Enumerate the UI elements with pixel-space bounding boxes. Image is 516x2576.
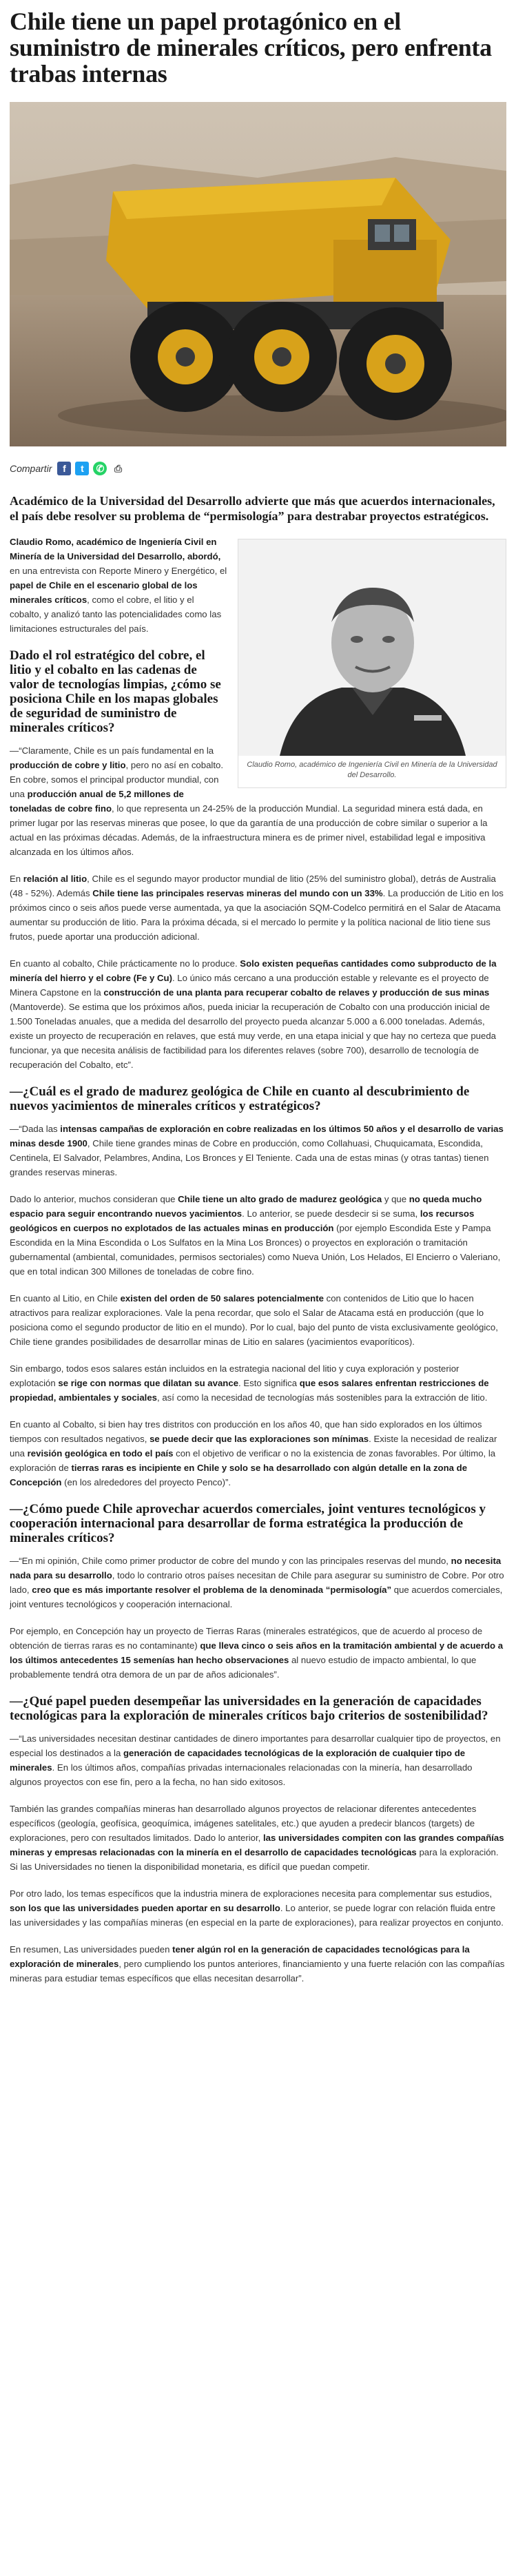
answer-4-paragraph-2 xyxy=(10,1802,506,1874)
answer-3-paragraph-1 xyxy=(10,1554,506,1611)
text-run: Por otro lado, los temas específicos que la industria minera de exploraciones necesita para complementar sus estudios, xyxy=(10,1888,493,1899)
text-run: Sin embargo, todos esos salares están incluidos en la estrategia nacional del litio y cuya exploración y posterior explotación xyxy=(10,1363,460,1388)
bold-text-run: papel de Chile en el escenario global de los minerales críticos xyxy=(10,580,198,605)
text-run: En cuanto al cobalto, Chile prácticamente no lo produce. xyxy=(10,958,240,969)
text-run: . Existe la necesidad de realizar una xyxy=(10,1434,497,1459)
answer-1-paragraph-3 xyxy=(10,956,506,1072)
question-3: —¿Cómo puede Chile aprovechar acuerdos comerciales, joint ventures tecnológicos y cooperación internacional para desarrollar de forma estratégica la producción de minerales críticos? xyxy=(10,1502,486,1545)
bold-text-run: los recursos geológicos en cuerpos no explotados de las actuales minas en producción xyxy=(10,1208,475,1233)
text-run: en una entrevista con Reporte Minero y Energético, el xyxy=(10,566,227,576)
bold-text-run: que esos salares enfrentan restricciones de propiedad, ambientales y sociales xyxy=(10,1378,489,1403)
text-run: , pero no así en cobalto. En cobre, somos el principal productor mundial, con una xyxy=(10,760,224,799)
article-lead: Académico de la Universidad del Desarrollo advierte que más que acuerdos internacionales, el país debe resolver su problema de “permisología” para destrabar proyectos estratégicos. xyxy=(10,494,495,523)
text-run: . Esto significa xyxy=(238,1378,300,1388)
whatsapp-icon[interactable]: ✆ xyxy=(93,462,107,475)
hero-image xyxy=(10,102,506,446)
bold-text-run: producción de cobre y litio xyxy=(10,760,126,770)
bold-text-run: son los que las universidades pueden aportar en su desarrollo xyxy=(10,1903,280,1913)
text-run: , Chile tiene grandes minas de Cobre en producción, como Collahuasi, Chuquicamata, Escondida, Centinela, El Salvador, Pelambres, Andina, Los Bronces y El Teniente. Cada una de estas minas (y otras tantas) tienen grandes reservas mineras. xyxy=(10,1138,489,1177)
bold-text-run: que lleva cinco o seis años en la tramitación ambiental y de acuerdo a los últimos antecedentes 15 semenías han hecho observaciones xyxy=(10,1640,504,1665)
bold-text-run: producción anual de 5,2 millones de toneladas de cobre fino xyxy=(10,789,184,814)
text-run: , pero cumpliendo los puntos anteriores, financiamiento y una fuerte relación con las compañías mineras para estudiar temas específicos que ellas necesitan desarrollar”. xyxy=(10,1959,505,1983)
bold-text-run: construcción de una planta para recuperar cobalto de relaves y producción de sus minas xyxy=(103,987,490,998)
bold-text-run: creo que es más importante resolver el problema de la denominada “permisología” xyxy=(32,1585,392,1595)
bold-text-run: relación al litio xyxy=(23,874,87,884)
bold-text-run: las universidades compiten con las grandes compañías mineras y empresas relacionadas con la minería en el desarrollo de capacidades tecnológicas xyxy=(10,1833,504,1857)
bold-text-run: generación de capacidades tecnológicas de la exploración de cualquier tipo de minerales xyxy=(10,1748,466,1773)
twitter-icon[interactable]: t xyxy=(75,462,89,475)
answer-2-paragraph-1 xyxy=(10,1122,506,1179)
text-run: para la exploración. Si las Universidades no tienen la disponibilidad monetaria, es difícil que puedan competir. xyxy=(10,1847,499,1872)
answer-2-paragraph-2 xyxy=(10,1192,506,1279)
text-run: (Mantoverde). Se estima que los próximos años, pueda iniciar la recuperación de Cobalto con una producción inicial de 1.500 Toneladas anuales, que a medida del desarrollo del proyecto pueda alcanzar 5.000 a 6.000 toneladas. Además, existe un proyecto de recuperación en relaves, que está muy verde, en una etapa inicial y que hay no certeza que pueda funcionar, ya que necesita análisis de factibilidad para los diferentes relaves (sobre 700), desarrollo de tecnología de recuperación del Cobalto, etc”. xyxy=(10,1002,496,1070)
text-run: También las grandes compañías mineras han desarrollado algunos proyectos de relacionar diferentes antecedentes específicos (geología, geofísica, geoquímica, imágenes satelitales, etc.) que ayuden a predecir blancos (targets) de exploraciones, pero con resultados limitados. Dado lo anterior, xyxy=(10,1804,477,1843)
text-run: que acuerdos comerciales, joint ventures tecnológicos y cooperación internacional. xyxy=(10,1585,503,1609)
text-run: Por ejemplo, en Concepción hay un proyecto de Tierras Raras (minerales estratégicos, que de acuerdo al proceso de obtención de tierras raras es no contaminante) xyxy=(10,1626,483,1651)
bold-text-run: tierras raras es incipiente en Chile y solo se ha desarrollado con algún detalle en la zona de Concepción xyxy=(10,1463,468,1487)
answer-2-paragraph-5 xyxy=(10,1417,506,1490)
text-run: —“En mi opinión, Chile como primer productor de cobre del mundo y con las principales reservas del mundo, xyxy=(10,1556,451,1566)
bold-text-run: intensas campañas de exploración en cobre realizadas en los últimos 50 años y el desarrollo de varias minas desde 1900 xyxy=(10,1124,504,1148)
share-label: Compartir xyxy=(10,463,52,474)
text-run: . La producción de Litio en los próximos cinco o seis años puede verse aumentada, ya que la asociación SQM-Codelco permitirá en el Salar de Atacama aumentar su producción de litio. Para la próxima década, si el mercado lo permite y la política nacional de litio tiene sus frutos, puede aportar una producción adicional. xyxy=(10,888,504,942)
question-4: —¿Qué papel pueden desempeñar las universidades en la generación de capacidades tecnológicas para la exploración de minerales críticos bajo criterios de sostenibilidad? xyxy=(10,1694,488,1723)
answer-4-paragraph-4 xyxy=(10,1942,506,1986)
text-run: , Chile es el segundo mayor productor mundial de litio (25% del suministro global), detrás de Australia (48 - 52%). Además xyxy=(10,874,496,898)
text-run: , así como la necesidad de tecnologías más sostenibles para la extracción de litio. xyxy=(157,1392,488,1403)
text-run: , lo que representa un 24-25% de la producción Mundial. La seguridad minera está dada, en primer lugar por las reservas mineras que posee, lo que da garantía de una producción de cobre similar o superior a la actual en las próximas décadas. Además, de la infraestructura minera es de primer nivel, estabilidad legal e impositiva alcanzada en los últimos años. xyxy=(10,803,488,857)
bold-text-run: tener algún rol en la generación de capacidades tecnológicas para la exploración de minerales xyxy=(10,1944,470,1969)
text-run: con contenidos de Litio que lo hacen atractivos para realizar exploraciones. Vale la pena recordar, que solo el Salar de Atacama está en producción (que lo posiciona como el segundo productor de litio en el mundo). Por lo cual, bajo del punto de vista exclusivamente geológico, Chile tiene grandes posibilidades de desarrollar minas de Litio en salares (yacimientos evaporíticos). xyxy=(10,1293,498,1347)
mining-truck-illustration xyxy=(10,102,506,446)
bold-text-run: se rige con normas que dilatan su avance xyxy=(58,1378,239,1388)
text-run: con el objetivo de verificar o no la existencia de zonas favorables. Por último, la exploración de xyxy=(10,1448,496,1473)
text-run: —“Claramente, Chile es un país fundamental en la xyxy=(10,745,214,756)
text-run: (por ejemplo Escondida Este y Pampa Escondida en la Mina Escondida o Los Sulfatos en la Mina Los Bronces) o proyectos en exploración o tramitación gubernamental (ambiental, comunidades, permisos sectoriales) como Nueva Unión, Los Helados, El Encierro o Valeriano, que en total indican 300 Millones de toneladas de cobre fino. xyxy=(10,1223,501,1277)
print-icon[interactable]: ⎙ xyxy=(114,463,123,474)
text-run: . Lo único más cercano a una producción estable y relevante es el proyecto de Minera Capstone en la xyxy=(10,973,489,998)
bold-text-run: no necesita nada para su desarrollo xyxy=(10,1556,502,1580)
text-run: —“Dada las xyxy=(10,1124,61,1134)
bold-text-run: Claudio Romo, académico de Ingeniería Civil en Minería de la Universidad del Desarrollo, abordó, xyxy=(10,537,221,561)
answer-3-paragraph-2 xyxy=(10,1624,506,1682)
text-run: —“Las universidades necesitan destinar cantidades de dinero importantes para desarrollar cualquier tipo de proyectos, en especial los destinados a la xyxy=(10,1733,501,1758)
bold-text-run: Solo existen pequeñas cantidades como subproducto de la minería del hierro y el cobre (Fe y Cu) xyxy=(10,958,497,983)
text-run: (en los alrededores del proyecto Penco)”. xyxy=(61,1477,231,1487)
answer-2-paragraph-3 xyxy=(10,1291,506,1349)
text-run: En resumen, Las universidades pueden xyxy=(10,1944,173,1955)
text-run: En xyxy=(10,874,23,884)
answer-4-paragraph-1 xyxy=(10,1731,506,1789)
text-run: En cuanto al Litio, en Chile xyxy=(10,1293,121,1304)
text-run: , todo lo contrario otros países necesitan de Chile para asegurar su suministro de Cobre. Por otro lado, xyxy=(10,1570,504,1595)
answer-4-paragraph-3 xyxy=(10,1886,506,1930)
text-run: y que xyxy=(382,1194,409,1204)
bold-text-run: Chile tiene un alto grado de madurez geológica xyxy=(178,1194,382,1204)
photo-caption: Claudio Romo, académico de Ingeniería Civil en Minería de la Universidad del Desarrollo. xyxy=(247,761,497,779)
bold-text-run: existen del orden de 50 salares potencialmente xyxy=(120,1293,324,1304)
text-run: , como el cobre, el litio y el cobalto, y analizó tanto las potencialidades como las limitaciones estructurales del país. xyxy=(10,595,222,634)
bold-text-run: revisión geológica en todo el país xyxy=(27,1448,174,1459)
text-run: . En los últimos años, compañías privadas internacionales relacionadas con la minería, han desarrollado algunos proyectos con ese fin, pero a la fecha, no han sido exitosos. xyxy=(10,1762,473,1787)
bold-text-run: Chile tiene las principales reservas mineras del mundo con un 33% xyxy=(92,888,383,898)
answer-1-paragraph-2 xyxy=(10,872,506,944)
author-photo xyxy=(238,539,506,756)
bold-text-run: se puede decir que las exploraciones son mínimas xyxy=(149,1434,369,1444)
text-run: Dado lo anterior, muchos consideran que xyxy=(10,1194,178,1204)
answer-2-paragraph-4 xyxy=(10,1361,506,1405)
author-photo-figure xyxy=(238,539,506,788)
text-run: . Lo anterior, se puede desdecir si se suma, xyxy=(242,1208,420,1219)
share-bar xyxy=(10,462,506,475)
article-body xyxy=(0,535,516,1998)
question-1: Dado el rol estratégico del cobre, el litio y el cobalto en las cadenas de valor de tecnologías limpias, ¿cómo se posiciona Chile en los mapas globales de seguridad de suministro de minerales críticos? xyxy=(10,648,221,735)
text-run: al nuevo estudio de impacto ambiental, lo que probablemente tendrá otra demora de un par de años adicionales”. xyxy=(10,1655,477,1680)
text-run: . Lo anterior, se puede lograr con relación fluida entre las universidades y las compañías mineras (en especial en la parte de exploraciones), para realizar proyectos en conjunto. xyxy=(10,1903,504,1928)
question-2: —¿Cuál es el grado de madurez geológica de Chile en cuanto al descubrimiento de nuevos yacimientos de minerales críticos y estratégicos? xyxy=(10,1084,470,1113)
text-run: En cuanto al Cobalto, si bien hay tres distritos con producción en los años 40, que han sido explorados en los últimos tiempos con resultados negativos, xyxy=(10,1419,482,1444)
bold-text-run: no queda mucho espacio para seguir encontrando nuevos yacimientos xyxy=(10,1194,482,1219)
facebook-icon[interactable]: f xyxy=(57,462,71,475)
article-title: Chile tiene un papel protagónico en el suministro de minerales críticos, pero enfrenta trabas internas xyxy=(10,8,492,87)
